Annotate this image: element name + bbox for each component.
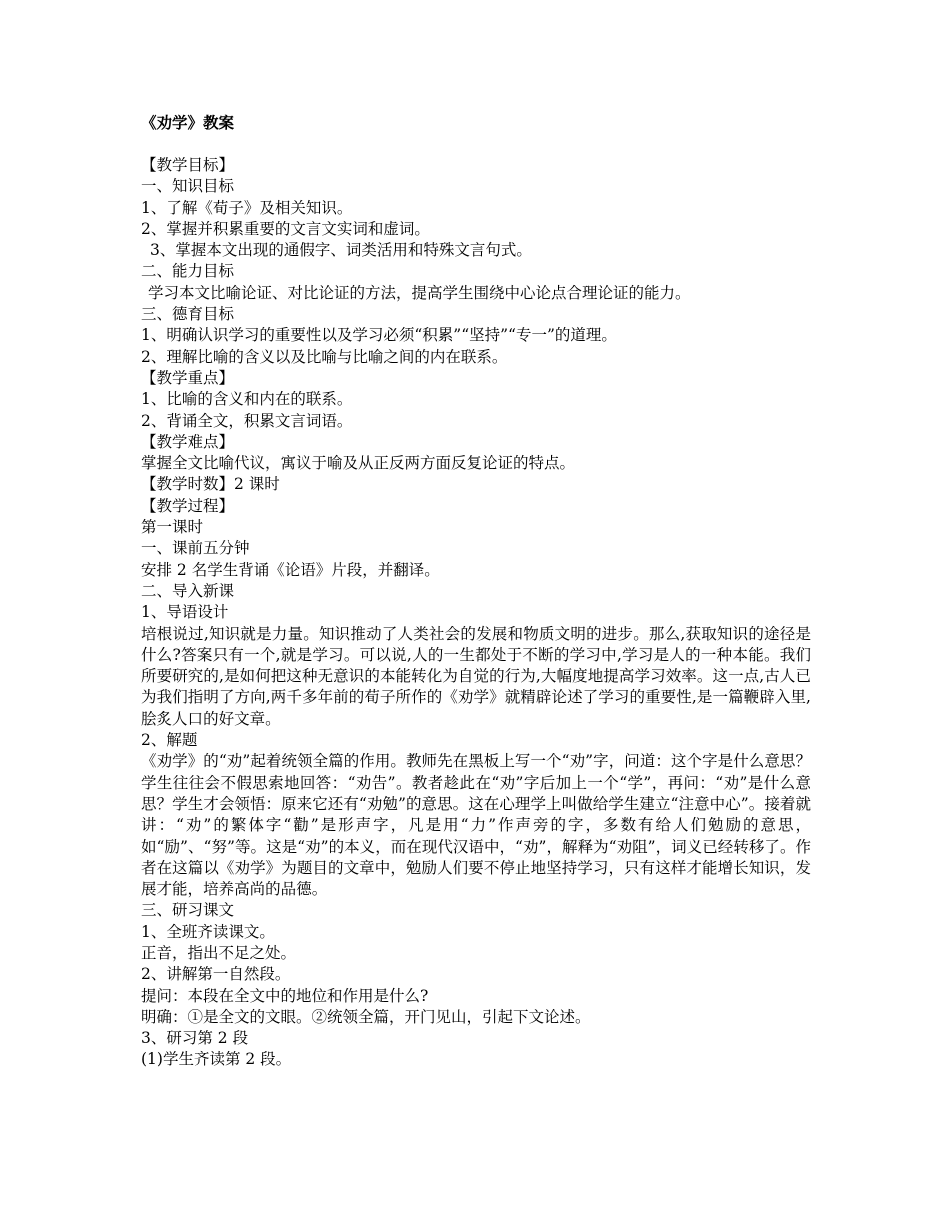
body-line: 3、掌握本文出现的通假字、词类活用和特殊文言句式。	[150, 241, 532, 260]
body-line: 【教学时数】2 课时	[141, 475, 280, 494]
body-line: 一、课前五分钟	[141, 539, 250, 558]
body-line: 【教学过程】	[141, 496, 235, 515]
body-line: 1、了解《荀子》及相关知识。	[141, 198, 353, 217]
body-line: 三、研习课文	[141, 901, 235, 920]
body-line: 1、明确认识学习的重要性以及学习必须“积累”“坚持”“专一”的道理。	[141, 326, 617, 345]
document-page	[141, 113, 811, 1071]
body-line: 1、全班齐读课文。	[141, 922, 275, 941]
body-line: 【教学重点】	[141, 368, 235, 387]
body-line: 学习本文比喻论证、对比论证的方法，提高学生围绕中心论点合理论证的能力。	[148, 283, 691, 302]
body-line: 【教学难点】	[141, 432, 235, 451]
body-line: 2、解题	[141, 731, 198, 750]
body-line: 2、背诵全文，积累文言词语。	[141, 411, 353, 430]
body-line: 2、理解比喻的含义以及比喻与比喻之间的内在联系。	[141, 347, 508, 366]
body-line: 2、掌握并积累重要的文言文实词和虚词。	[141, 219, 430, 238]
body-line: 安排 2 名学生背诵《论语》片段，并翻译。	[141, 560, 440, 579]
body-line: 一、知识目标	[141, 177, 235, 196]
body-line: 2、讲解第一自然段。	[141, 965, 291, 984]
body-line: 1、导语设计	[141, 603, 229, 622]
body-paragraph: 《劝学》的“劝”起着统领全篇的作用。教师先在黑板上写一个“劝”字，问道：这个字是什么意思？学生往往会不假思索地回答：“劝告”。教者趁此在“劝”字后加上一个“学”，再问：“劝”是什么意思？学生才会领悟：原来它还有“劝勉”的意思。这在心理学上叫做给学生建立“注意中心”。接着就讲：“劝”的繁体字“勸”是形声字，凡是用“力”作声旁的字，多数有给人们勉励的意思，如“励”、“努”等。这是“劝”的本义，而在现代汉语中，“劝”，解释为“劝阻”，词义已经转移了。作者在这篇以《劝学》为题目的文章中，勉励人们要不停止地坚持学习，只有这样才能增长知识，发展才能，培养高尚的品德。	[141, 752, 811, 899]
body-line: 三、德育目标	[141, 305, 235, 324]
body-line: 3、研习第 2 段	[141, 1029, 249, 1048]
body-line: (1)学生齐读第 2 段。	[141, 1050, 292, 1069]
document-body	[141, 155, 811, 1071]
body-line: 二、能力目标	[141, 262, 235, 281]
body-line: 掌握全文比喻代议，寓议于喻及从正反两方面反复论证的特点。	[141, 454, 576, 473]
document-title: 《劝学》教案	[141, 114, 235, 132]
body-paragraph: 培根说过,知识就是力量。知识推动了人类社会的发展和物质文明的进步。那么,获取知识的途径是什么?答案只有一个,就是学习。可以说,人的一生都处于不断的学习中,学习是人的一种本能。我们所要研究的,是如何把这种无意识的本能转化为自觉的行为,大幅度地提高学习效率。这一点,古人已为我们指明了方向,两千多年前的荀子所作的《劝学》就精辟论述了学习的重要性,是一篇鞭辟入里,脍炙人口的好文章。	[141, 624, 811, 728]
body-line: 第一课时	[141, 518, 204, 537]
body-line: 1、比喻的含义和内在的联系。	[141, 390, 353, 409]
body-line: 明确：①是全文的文眼。②统领全篇，开门见山，引起下文论述。	[141, 1007, 591, 1026]
body-line: 二、导入新课	[141, 581, 235, 600]
body-line: 正音，指出不足之处。	[141, 943, 297, 962]
body-line: 提问：本段在全文中的地位和作用是什么?	[141, 986, 429, 1005]
body-line: 【教学目标】	[141, 156, 235, 174]
